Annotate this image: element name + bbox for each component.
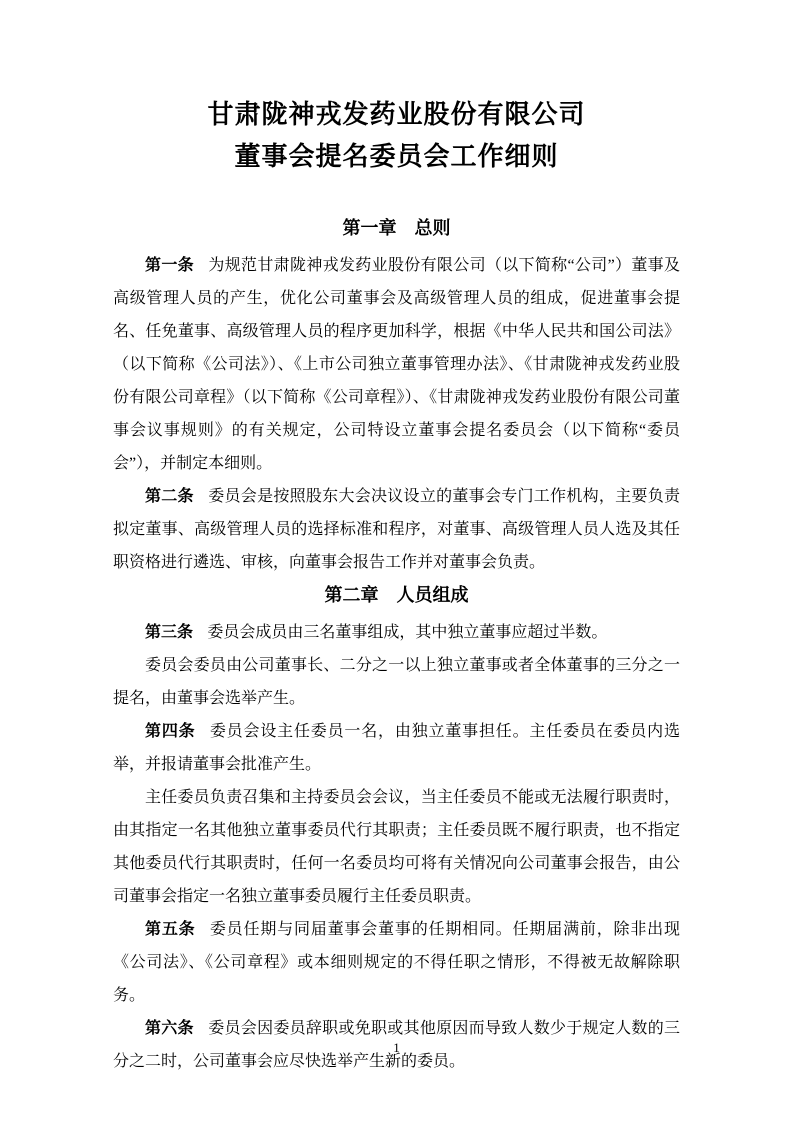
clause-paragraph [113,249,680,480]
clause-text: 委员会设主任委员一名，由独立董事担任。主任委员在委员内选举，并报请董事会批准产生。 [113,723,680,773]
chapter-section [113,581,680,1078]
clause-text: 委员会委员由公司董事长、二分之一以上独立董事或者全体董事的三分之一提名，由董事会选举产生。 [113,657,680,707]
clause-text: 委员任期与同届董事会董事的任期相同。任期届满前，除非出现《公司法》、《公司章程》或本细则规定的不得任职之情形，不得被无故解除职务。 [113,921,680,1004]
clause-paragraph [113,715,680,781]
document-body [113,214,680,1078]
chapter-heading: 第一章 总则 [342,218,451,238]
page-number: 1 [393,1040,400,1055]
clause-label: 第六条 [145,1020,194,1037]
doc-title-line2: 董事会提名委员会工作细则 [234,142,559,171]
clause-label: 第三条 [145,624,194,641]
clause-paragraph [113,616,680,649]
clause-text: 为规范甘肃陇神戎发药业股份有限公司（以下简称“公司”）董事及高级管理人员的产生，优化公司董事会及高级管理人员的组成，促进董事会提名、任免董事、高级管理人员的程序更加科学，根据《中华人民共和国公司法》（以下简称《公司法》）、《上市公司独立董事管理办法》、《甘肃陇神戎发药业股份有限公司章程》（以下简称《公司章程》）、《甘肃陇神戎发药业股份有限公司董事会议事规则》的有关规定，公司特设立董事会提名委员会（以下简称“委员会”），并制定本细则。 [113,257,680,472]
clause-paragraph [113,649,680,715]
clause-text: 委员会成员由三名董事组成，其中独立董事应超过半数。 [207,624,608,641]
clause-label: 第四条 [145,723,196,740]
clause-paragraph [113,480,680,579]
clause-paragraph [113,913,680,1012]
clause-label: 第五条 [145,921,196,938]
chapter-section [113,214,680,579]
chapter-heading: 第二章 人员组成 [324,585,469,605]
clause-label: 第二条 [145,488,194,505]
clause-text: 主任委员负责召集和主持委员会会议，当主任委员不能或无法履行职责时，由其指定一名其他独立董事委员代行其职责；主任委员既不履行职责，也不指定其他委员代行其职责时，任何一名委员均可将有关情况向公司董事会报告，由公司董事会指定一名独立董事委员履行主任委员职责。 [113,789,680,905]
clause-paragraph [113,781,680,913]
doc-title-line1: 甘肃陇神戎发药业股份有限公司 [207,100,586,129]
clause-label: 第一条 [145,257,194,274]
clause-text: 委员会因委员辞职或免职或其他原因而导致人数少于规定人数的三分之二时，公司董事会应尽快选举产生新的委员。 [113,1020,680,1070]
clause-text: 委员会是按照股东大会决议设立的董事会专门工作机构，主要负责拟定董事、高级管理人员的选择标准和程序，对董事、高级管理人员人选及其任职资格进行遴选、审核，向董事会报告工作并对董事会负责。 [113,488,680,571]
